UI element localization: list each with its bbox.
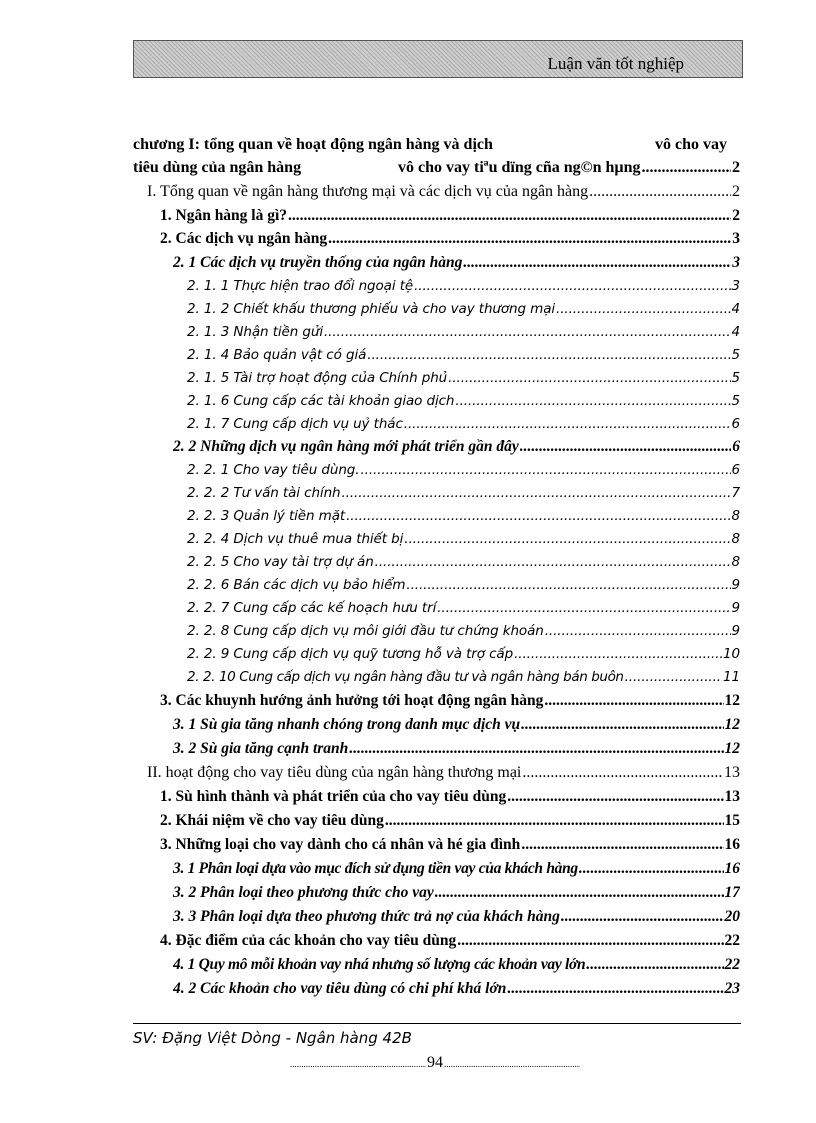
toc-leader (589, 181, 731, 203)
toc-entry-text: 1. Sù hình thành và phát triển của cho vay tiêu dùng (160, 788, 507, 805)
toc-page-number: 6 (731, 462, 740, 478)
toc-entry[interactable] (173, 978, 740, 1000)
toc-entry-text: 2. Các dịch vụ ngân hàng (160, 230, 328, 247)
toc-page-number: 12 (724, 740, 740, 757)
toc-entry-text: 2. 1. 6 Cung cấp các tài khoản giao dịch (187, 393, 455, 409)
toc-entry-text: 3. Các khuynh hướng ảnh hưởng tới hoạt động ngân hàng (160, 692, 544, 709)
toc-leader (324, 321, 731, 343)
toc-entry-text: 4. 1 Quy mô mỗi khoản vay nhá nhưng số lượng các khoản vay lớn (173, 956, 586, 973)
toc-page-number: 10 (723, 646, 740, 662)
footer-leader (290, 1055, 426, 1073)
toc-leader (288, 205, 731, 227)
toc-entry[interactable] (173, 436, 740, 458)
toc-page-number: 4 (731, 324, 740, 340)
toc-entry-text: 2. 2. 9 Cung cấp dịch vụ quỹ tương hỗ và trợ cấp (187, 646, 514, 662)
toc-chapter-line1-left: chương I: tổng quan về hoạt động ngân hàng và dịch (133, 136, 493, 153)
toc-page-number: 3 (731, 278, 740, 294)
toc-page-number: 8 (731, 554, 740, 570)
toc-entry-text: 2. 2. 10 Cung cấp dịch vụ ngân hàng đầu tư và ngân hàng bán buôn (187, 669, 624, 685)
toc-page-number: 5 (731, 393, 740, 409)
toc-entry[interactable] (173, 714, 740, 736)
toc-entry-text: 3. Những loại cho vay dành cho cá nhân và hé gia đình (160, 836, 521, 853)
toc-page-number: 22 (724, 932, 740, 949)
toc-entry[interactable] (160, 834, 740, 856)
toc-entry[interactable] (187, 344, 740, 366)
toc-page-number: 22 (724, 956, 740, 973)
toc-leader (328, 228, 731, 250)
toc-entry[interactable] (187, 574, 740, 596)
toc-page-number: 5 (731, 347, 740, 363)
toc-leader (544, 690, 723, 712)
toc-leader (463, 252, 731, 274)
toc-page-number: 7 (731, 485, 740, 501)
toc-entry[interactable] (187, 551, 740, 573)
toc-page-number: 5 (731, 370, 740, 386)
toc-page-number: 23 (724, 980, 740, 997)
toc-leader (561, 906, 724, 928)
toc-page-number: 17 (724, 884, 740, 901)
toc-chapter-line1-right: vô cho vay (655, 136, 727, 153)
toc-entry[interactable] (160, 810, 740, 832)
footer-page-number-row (290, 1054, 580, 1073)
toc-entry-text: 2. 1. 2 Chiết khấu thương phiếu và cho vay thương mại (187, 301, 556, 317)
toc-chapter-line2[interactable] (398, 157, 740, 179)
toc-entry-text: 2. 2. 4 Dịch vụ thuê mua thiết bị (187, 531, 404, 547)
toc-entry-text: 2. Khái niệm về cho vay tiêu dùng (160, 812, 384, 829)
toc-page-number: 16 (724, 836, 740, 853)
toc-entry-text: 2. 2. 6 Bán các dịch vụ bảo hiểm (187, 577, 406, 593)
toc-leader (360, 459, 730, 481)
toc-leader (521, 834, 723, 856)
toc-page-number: 2 (732, 207, 740, 224)
header-title: Luận văn tốt nghiệp (547, 54, 684, 73)
toc-leader (586, 954, 723, 976)
toc-entry[interactable] (187, 620, 740, 642)
toc-entry-text: 4. 2 Các khoản cho vay tiêu dùng có chi phí khá lớn (173, 980, 507, 997)
toc-entry-text: 2. 1. 3 Nhận tiền gửi (187, 324, 323, 340)
toc-leader (341, 482, 730, 504)
toc-entry-text: 2. 2. 7 Cung cấp các kế hoạch hưu trí (187, 600, 437, 616)
toc-page-number: 3 (732, 254, 740, 271)
toc-entry[interactable] (187, 482, 740, 504)
toc-entry[interactable] (173, 906, 740, 928)
toc-page-number: 15 (724, 812, 740, 829)
toc-entry[interactable] (187, 505, 740, 527)
toc-entry-text: 3. 1 Phân loại dựa vào mục đích sử dụng tiền vay của khách hàng (173, 860, 578, 877)
toc-entry-text: 2. 1. 7 Cung cấp dịch vụ uỷ thác (187, 416, 403, 432)
footer-divider (133, 1023, 741, 1024)
toc-entry-text: 2. 2. 8 Cung cấp dịch vụ môi giới đầu tư chứng khoán (187, 623, 544, 639)
toc-entry[interactable] (187, 459, 740, 481)
toc-entry[interactable] (187, 643, 740, 665)
toc-page-number: 3 (732, 230, 740, 247)
toc-entry[interactable] (160, 930, 740, 952)
toc-page-number: 20 (724, 908, 740, 925)
toc-leader (367, 344, 730, 366)
toc-leader (507, 786, 723, 808)
toc-entry[interactable] (160, 690, 740, 712)
toc-page-number: 8 (731, 531, 740, 547)
toc-entry-text: 2. 2 Những dịch vụ ngân hàng mới phát triển gần đây (173, 438, 519, 455)
toc-entry-text: 2. 2. 5 Cho vay tài trợ dự án (187, 554, 374, 570)
toc-leader (448, 367, 730, 389)
footer-author: SV: Đặng Việt Dòng - Ngân hàng 42B (133, 1029, 412, 1047)
toc-leader (455, 390, 730, 412)
toc-page-number: 9 (731, 577, 740, 593)
toc-leader (375, 551, 731, 573)
toc-entry-text: 4. Đặc điểm của các khoản cho vay tiêu dùng (160, 932, 457, 949)
toc-entry[interactable] (187, 390, 740, 412)
toc-entry[interactable] (187, 298, 740, 320)
toc-entry[interactable] (187, 367, 740, 389)
toc-entry[interactable] (187, 528, 740, 550)
toc-leader (579, 858, 724, 880)
toc-entry[interactable] (187, 413, 740, 435)
toc-page-number: 2 (732, 159, 740, 176)
toc-page-number: 13 (724, 764, 740, 781)
toc-page-number: 9 (731, 623, 740, 639)
toc-entry[interactable] (173, 738, 740, 760)
toc-page-number: 16 (724, 860, 740, 877)
toc-leader (346, 505, 730, 527)
toc-leader (521, 714, 723, 736)
toc-leader (404, 413, 731, 435)
toc-entry[interactable] (187, 666, 740, 688)
toc-entry[interactable] (173, 882, 740, 904)
toc-entry-text: 2. 1. 5 Tài trợ hoạt động của Chính phủ (187, 370, 448, 386)
toc-page-number: 11 (723, 669, 740, 685)
toc-leader (349, 738, 723, 760)
toc-entry[interactable] (160, 228, 740, 250)
toc-leader (437, 597, 730, 619)
toc-leader (545, 620, 731, 642)
toc-entry[interactable] (187, 321, 740, 343)
toc-entry-text: 2. 1. 4 Bảo quản vật có giá (187, 347, 367, 363)
toc-leader (520, 436, 731, 458)
toc-page-number: 13 (724, 788, 740, 805)
toc-leader (507, 978, 723, 1000)
toc-entry[interactable] (173, 858, 740, 880)
toc-entry-text: 2. 2. 2 Tư vấn tài chính (187, 485, 341, 501)
toc-leader (385, 810, 724, 832)
toc-entry-text: II. hoạt động cho vay tiêu dùng của ngân hàng thương mại (147, 764, 522, 781)
toc-page-number: 2 (732, 183, 740, 200)
toc-leader (625, 666, 722, 688)
toc-page-number: 4 (731, 301, 740, 317)
toc-entry[interactable] (187, 597, 740, 619)
toc-leader (457, 930, 723, 952)
toc-entry[interactable] (173, 252, 740, 274)
toc-entry-text: 3. 2 Sù gia tăng cạnh tranh (173, 740, 349, 757)
toc-entry-text: 3. 3 Phân loại dựa theo phương thức trả nợ của khách hàng (173, 908, 560, 925)
toc-entry-text: 3. 2 Phân loại theo phương thức cho vay (173, 884, 434, 901)
toc-page-number: 8 (731, 508, 740, 524)
toc-leader (641, 157, 731, 179)
toc-chapter-line2-left: tiêu dùng của ngân hàng (133, 159, 302, 176)
toc-page-number: 12 (724, 716, 740, 733)
toc-entry-text: 1. Ngân hàng là gì? (160, 207, 288, 224)
toc-page-number: 9 (731, 600, 740, 616)
toc-leader (556, 298, 730, 320)
toc-leader (404, 528, 730, 550)
toc-page-number: 12 (724, 692, 740, 709)
toc-entry-text: I. Tổng quan về ngân hàng thương mại và các dịch vụ của ngân hàng (147, 183, 589, 200)
toc-entry-text: 2. 1 Các dịch vụ truyền thống của ngân hàng (173, 254, 463, 271)
toc-entry[interactable] (173, 954, 740, 976)
toc-page-number: 6 (732, 438, 740, 455)
toc-chapter-line2-text: vô cho vay tiªu dïng cña ng©n hµng (398, 159, 641, 176)
toc-entry-text: 3. 1 Sù gia tăng nhanh chóng trong danh mục dịch vụ (173, 716, 521, 733)
toc-entry-text: 2. 2. 1 Cho vay tiêu dùng. (187, 462, 360, 478)
toc-leader (414, 275, 730, 297)
toc-entry[interactable] (187, 275, 740, 297)
toc-entry[interactable] (147, 762, 740, 784)
toc-entry[interactable] (160, 786, 740, 808)
toc-entry-text: 2. 2. 3 Quản lý tiền mặt (187, 508, 346, 524)
footer-page-number: 94 (427, 1054, 443, 1071)
toc-leader (514, 643, 722, 665)
toc-leader (522, 762, 723, 784)
toc-leader (435, 882, 724, 904)
toc-page-number: 6 (731, 416, 740, 432)
toc-leader (406, 574, 730, 596)
toc-entry[interactable] (147, 181, 740, 203)
toc-entry-text: 2. 1. 1 Thực hiện trao đổi ngoại tệ (187, 278, 414, 294)
toc-entry[interactable] (160, 205, 740, 227)
footer-leader (444, 1055, 580, 1073)
